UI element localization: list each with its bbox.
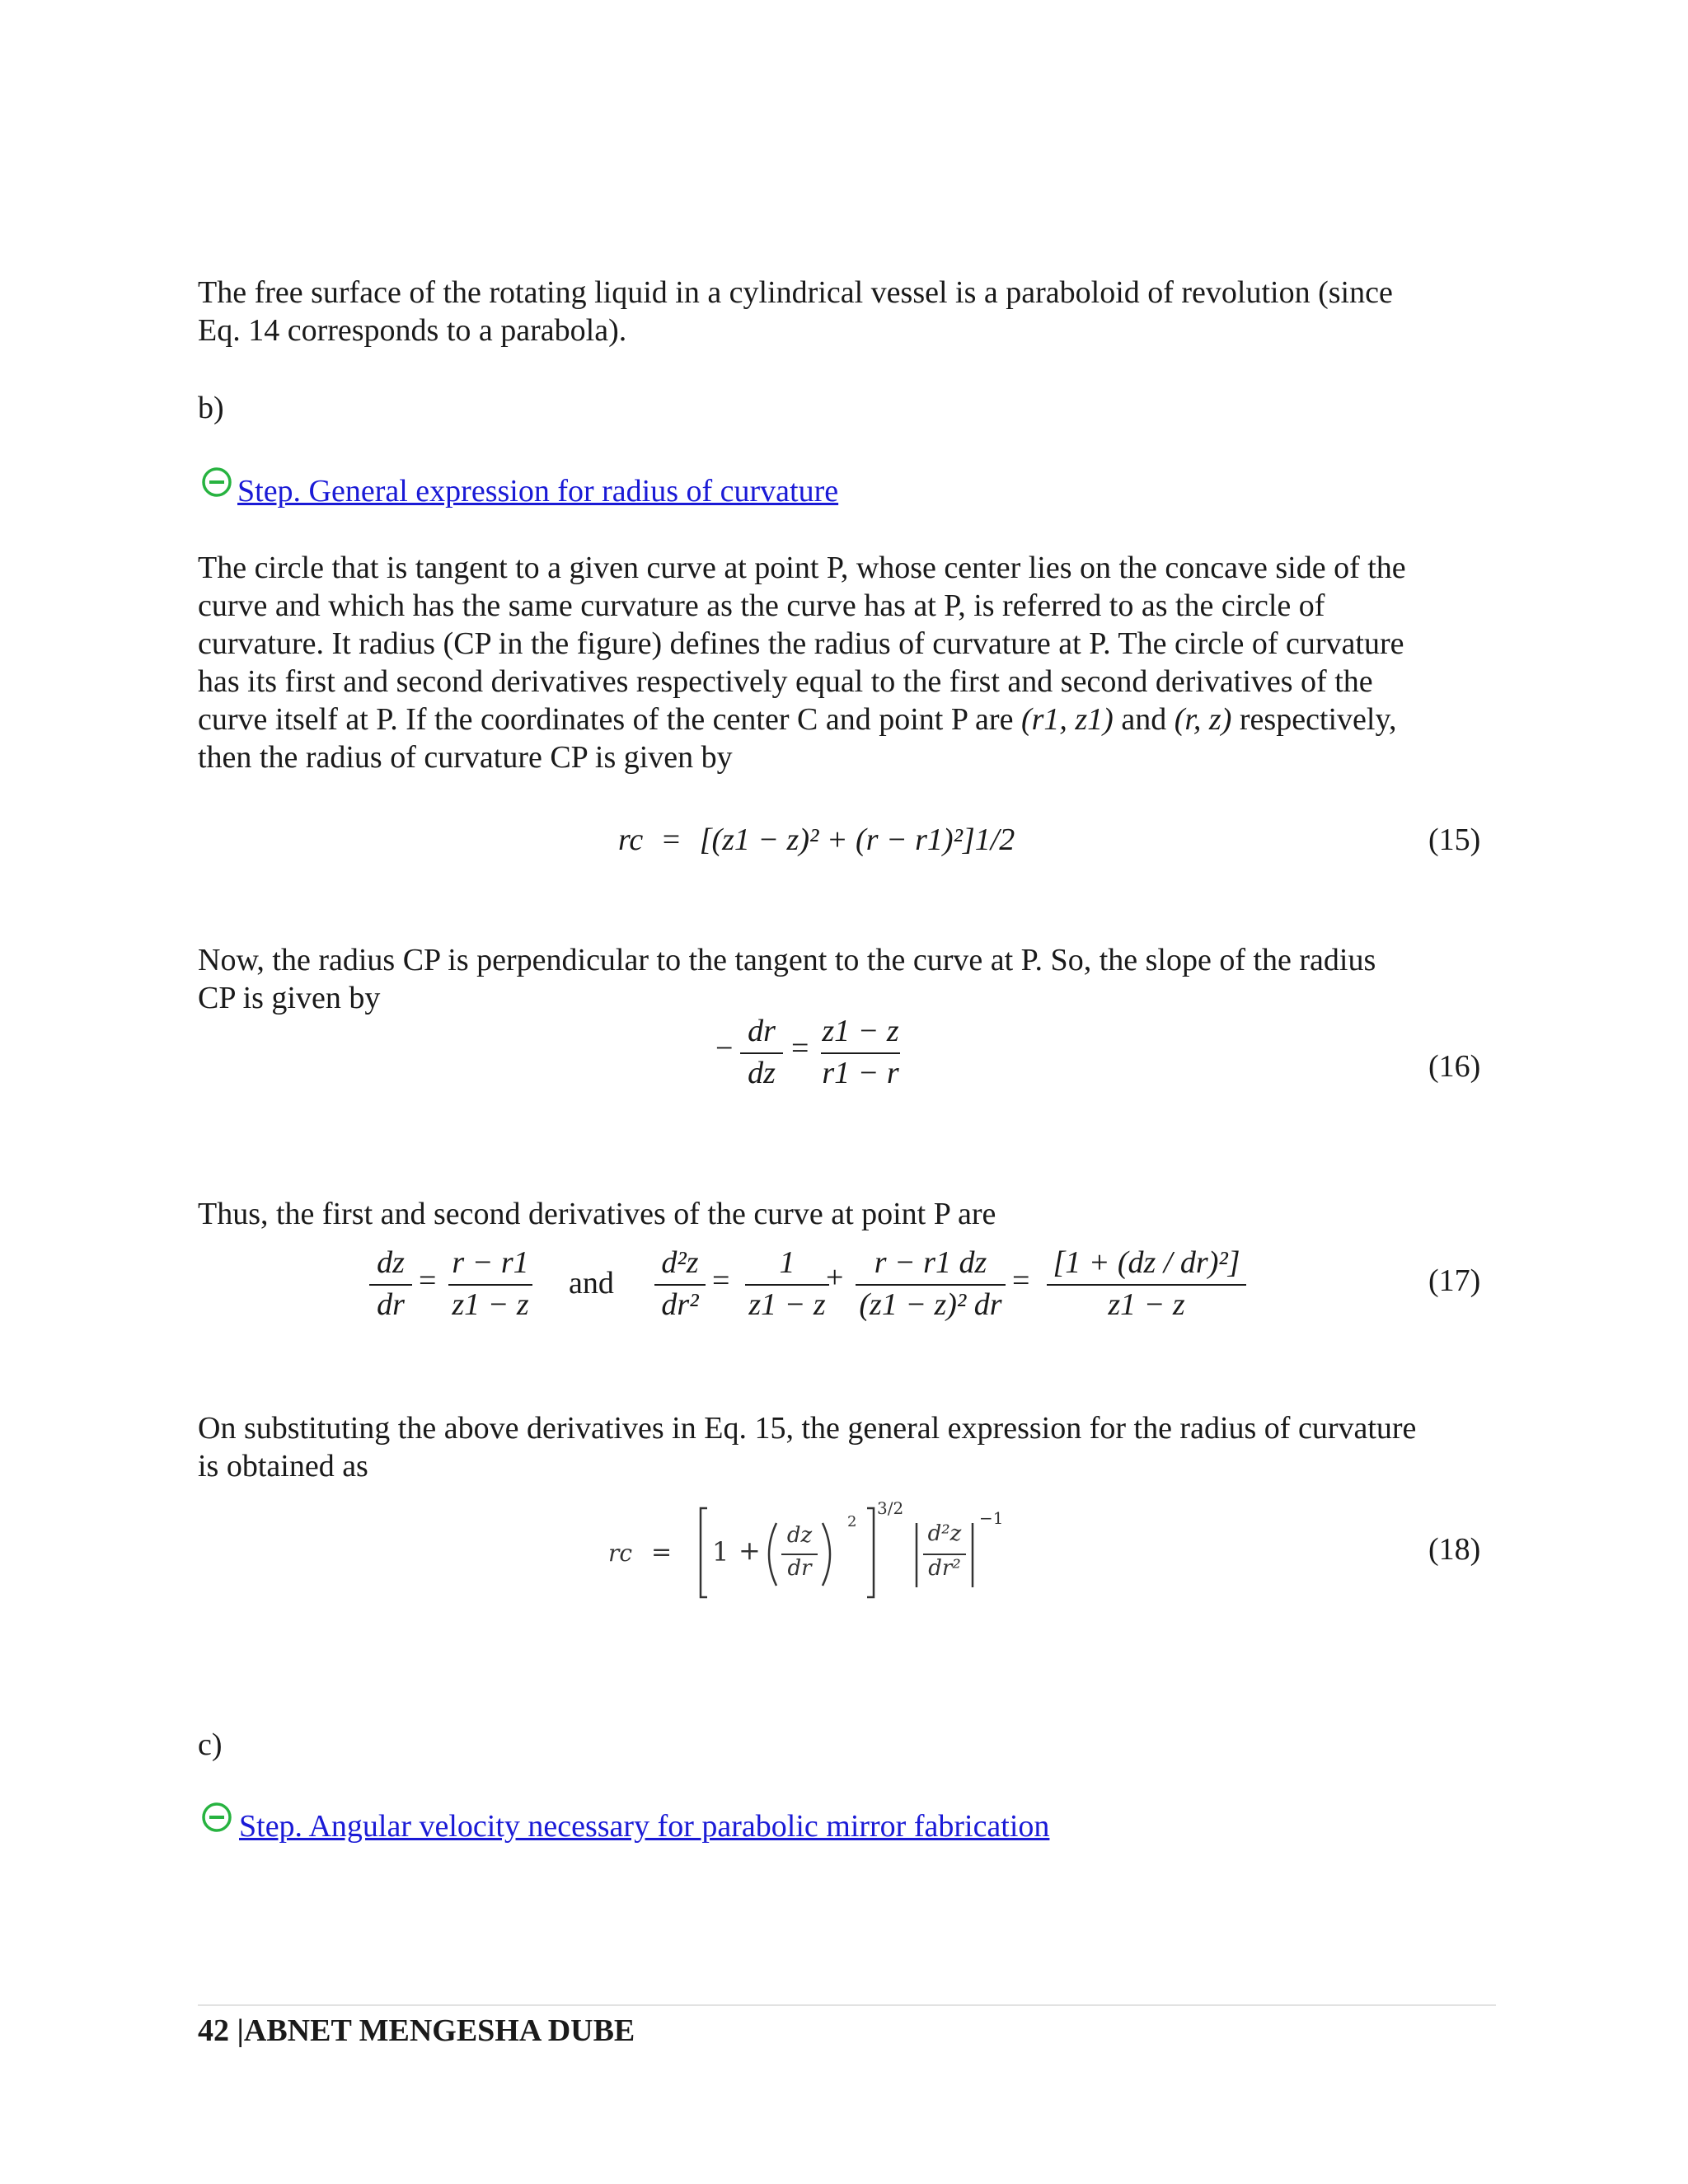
page-number: 42: [198, 2013, 229, 2048]
eq18-expm1: −1: [979, 1508, 1004, 1528]
part-b-label: b): [198, 391, 224, 425]
eq17-f4-num: 1: [779, 1245, 795, 1280]
eq18-lhs: rc: [608, 1540, 633, 1567]
eq18-dr2: dr²: [928, 1556, 961, 1581]
equation-number-17: (17): [1428, 1263, 1481, 1298]
eq17-f2-num: r − r1: [452, 1245, 529, 1280]
eq17-f5-den: (z1 − z)² dr: [859, 1287, 1002, 1322]
eq17-f1-den: dr: [377, 1287, 405, 1322]
eq18-equals: =: [651, 1538, 673, 1567]
eq16-num1: dr: [748, 1014, 776, 1048]
eq16-fraction-bar-1: [740, 1052, 783, 1054]
eq17-f6-den: z1 − z: [1108, 1287, 1185, 1322]
collapse-circle-icon[interactable]: [201, 1802, 232, 1833]
eq17-f2-den: z1 − z: [452, 1287, 529, 1322]
equation-number-16: (16): [1428, 1049, 1481, 1084]
eq18-plus: +: [738, 1535, 761, 1566]
and-word: and: [1121, 702, 1167, 737]
eq18-exp2: 2: [847, 1513, 857, 1530]
subst-paragraph: On substituting the above derivatives in Eq. 15, the general expression for the radius of curvature is obtained as: [198, 1411, 1417, 1483]
slope-paragraph: Now, the radius CP is perpendicular to the tangent to the curve at P. So, the slope of the radius CP is given by: [198, 943, 1376, 1015]
eq17-f6-num: [1 + (dz / dr)²]: [1053, 1245, 1240, 1280]
eq18-one: 1: [712, 1536, 729, 1568]
eq18-dr: dr: [787, 1556, 812, 1581]
part-c-label: c): [198, 1727, 223, 1762]
eq17-f1-num: dz: [377, 1245, 405, 1280]
eq17-bar-6: [1047, 1284, 1246, 1286]
eq17-bar-3: [654, 1284, 706, 1286]
eq17-plus: +: [826, 1260, 844, 1295]
eq17-f3-den: dr²: [661, 1287, 699, 1322]
eq15-equals: =: [662, 823, 681, 857]
eq17-f4-den: z1 − z: [748, 1287, 826, 1322]
eq17-bar-4: [745, 1284, 829, 1286]
derivs-paragraph: Thus, the first and second derivatives of the curve at point P are: [198, 1197, 996, 1231]
eq16-den2: r1 − r: [822, 1056, 899, 1090]
eq16-fraction-bar-2: [821, 1052, 900, 1054]
eq16-equals: =: [791, 1031, 809, 1066]
eq17-eq1: =: [419, 1263, 437, 1298]
eq16-num2: z1 − z: [822, 1014, 899, 1048]
eq17-bar-2: [448, 1284, 532, 1286]
intro-paragraph: The free surface of the rotating liquid in a cylindrical vessel is a paraboloid of revolution (since Eq. 14 corresponds to a parabola).: [198, 275, 1393, 348]
eq17-and: and: [569, 1266, 614, 1301]
circle-paragraph-text: The circle that is tangent to a given curve at point P, whose center lies on the concave side of the curve and which has the same curvature as the curve has at P, is referred to as the circle of curvature. It radius (CP in the figure) defines the radius of curvature at P. The circle of curvature has its first and second derivatives respectively equal to the first and second derivatives of the curve itself at P. If the coordinates of the center C and point P are: [198, 551, 1406, 737]
circle-paragraph: [198, 549, 1533, 776]
eq15-lhs: rc: [618, 823, 644, 857]
equation-number-15: (15): [1428, 823, 1481, 857]
eq17-eq2: =: [712, 1263, 730, 1298]
eq16-den1: dz: [748, 1056, 776, 1090]
equation-number-18: (18): [1428, 1532, 1481, 1567]
footer-separator: |: [237, 2013, 244, 2048]
eq18-d2z: d²z: [927, 1521, 962, 1546]
footer-author: ABNET MENGESHA DUBE: [243, 2013, 635, 2048]
eq17-f5-num: r − r1 dz: [874, 1245, 987, 1280]
eq17-eq3: =: [1012, 1263, 1030, 1298]
eq18-exp32: 3/2: [877, 1498, 904, 1518]
step-b-link[interactable]: Step. General expression for radius of curvature: [237, 474, 839, 509]
equation-15: [618, 822, 1015, 858]
circle-paragraph-tail: respectively, then the radius of curvature CP is given by: [198, 702, 1397, 775]
footer-divider: [198, 2004, 1496, 2006]
eq17-f3-num: d²z: [661, 1245, 699, 1280]
eq18-dz: dz: [786, 1523, 813, 1548]
eq17-bar-5: [856, 1284, 1006, 1286]
point-coordinates: (r, z): [1174, 702, 1232, 737]
collapse-circle-icon[interactable]: [201, 466, 232, 498]
center-coordinates: (r1, z1): [1020, 702, 1114, 737]
step-c-link[interactable]: Step. Angular velocity necessary for parabolic mirror fabrication: [239, 1809, 1050, 1844]
eq17-bar-1: [369, 1284, 412, 1286]
eq16-minus: −: [715, 1031, 734, 1066]
footer: [198, 2013, 635, 2049]
eq15-rhs: [(z1 − z)² + (r − r1)²]1/2: [699, 823, 1015, 857]
